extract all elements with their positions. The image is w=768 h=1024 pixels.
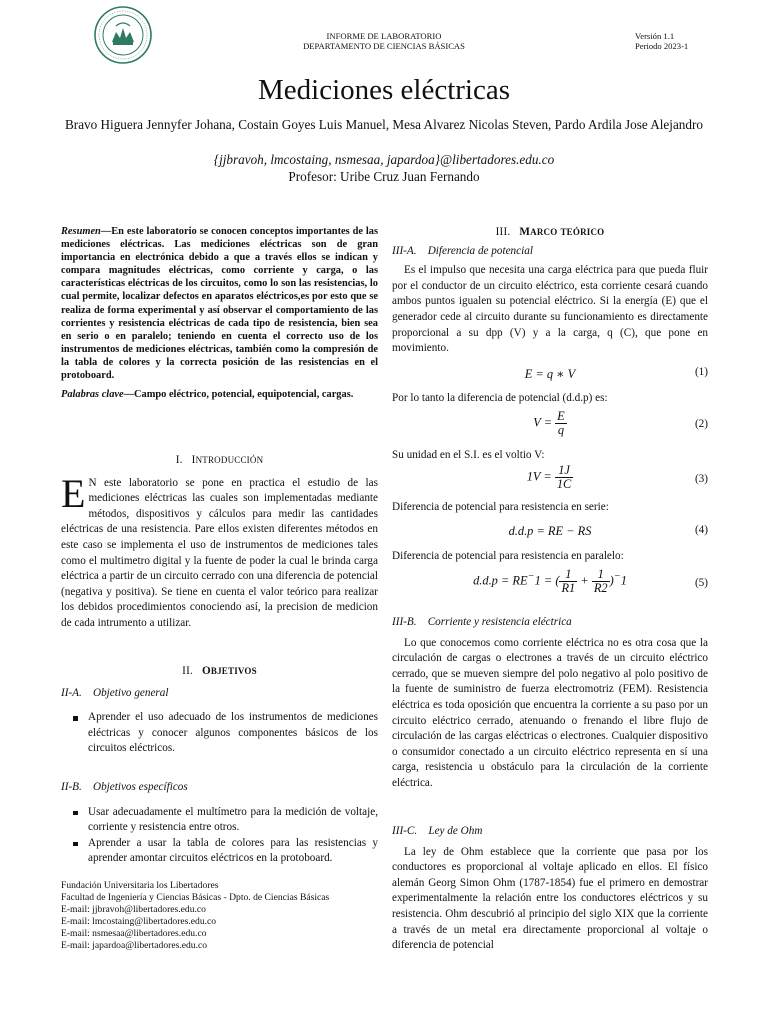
report-header	[250, 31, 518, 51]
marco-heading: III. MARCO TEÓRICO	[495, 226, 605, 238]
author-emails	[0, 151, 768, 169]
university-logo	[94, 6, 152, 64]
intro-text: N este laboratorio se pone en practica el estudio de las mediciones eléctricas las cuales son implementadas mediante métodos, dispositivos y cálculos para medir las cantidades eléctricas de una resistencia. Pare ellos existen diferentes métodos en este caso se implementa el uso de instrumentos de mediciones tales como el multimetro digital y la fuente de poder la cual le brinda carga eléctrica a partir de un circuito cerrado con una diferencia de potencial (negativa y positiva). Se tiene en cuenta el valor teórico para realizar los debidos procedimientos conociendo así, la precision de medicion de cada intrumento a utilizar.	[61, 476, 378, 629]
intro-section	[61, 453, 378, 632]
list-item: Usar adecuadamente el multímetro para la medición de voltaje, corriente y resistencia entre otros.	[61, 805, 378, 836]
equation-1: E = q ∗ V (1)	[524, 366, 708, 381]
drop-cap: E	[61, 470, 86, 516]
professor: Profesor: Uribe Cruz Juan Fernando	[288, 169, 480, 184]
report-type: INFORME DE LABORATORIO	[326, 31, 442, 41]
equation-2: V = $\frac{E}{q}$ (2)	[533, 409, 708, 437]
keywords-text: —Campo eléctrico, potencial, equipotencial, cargas.	[123, 389, 354, 401]
abstract-label: Resumen	[61, 226, 101, 237]
subsection-a-heading: III-A. Diferencia de potencial	[392, 244, 533, 257]
specific-objectives-heading: II-B. Objetivos específicos	[61, 780, 188, 793]
eq2-intro: Por lo tanto la diferencia de potencial (d.d.p) es:	[392, 392, 608, 404]
abstract	[61, 225, 378, 382]
keywords-label: Palabras clave	[61, 389, 124, 401]
department: DEPARTAMENTO DE CIENCIAS BÁSICAS	[303, 41, 465, 51]
equation-3: 1V = $\frac{1J}{1C}$ (3)	[526, 463, 708, 491]
equation-4: d.d.p = RE − RS (4)	[508, 524, 708, 538]
list-item: Aprender el uso adecuado de los instrumentos de mediciones eléctricas y conocer algunos componentes básicos de los circuitos eléctricos.	[61, 710, 378, 757]
general-objective-heading: II-A. Objetivo general	[61, 686, 169, 699]
paragraph-c: La ley de Ohm establece que la corriente que pasa por los conductores es proporcional al voltaje aplicado en ellos. El físico alemán Georg Simon Ohm (1787-1854) fue el primero en demostrar experimentalmente la relación entre los conductores eléctricos y su resistencia. Ohm descubrió al principio del siglo XIX que la corriente a través de un metal era directamente proporcional al voltaje o diferencia de potencial	[392, 845, 708, 952]
general-objectives-list	[61, 710, 378, 757]
keywords	[61, 388, 378, 401]
list-item: Aprender a usar la tabla de colores para las resistencias y aprender amontar circuitos eléctricos en la protoboard.	[61, 836, 378, 867]
subsection-b	[392, 615, 708, 792]
emails-text: {jjbravoh, lmcostaing, nsmesaa, japardoa}@libertadores.edu.co	[213, 152, 555, 167]
specific-objectives-list	[61, 805, 378, 867]
subsection-b-heading: III-B. Corriente y resistencia eléctrica	[392, 616, 572, 628]
footnote: Fundación Universitaria los Libertadores Facultad de Ingeniería y Ciencias Básicas - Dpto. de Ciencias Básicas E-mail: jjbravoh@libertadores.edu.co E-mail: lmcostaing@libertadores.edu.co E-mail: nsmesaa@libertadores.edu.co E-mail: japardoa@libertadores.edu.co	[61, 880, 330, 951]
eq4-intro: Diferencia de potencial para resistencia en serie:	[392, 501, 609, 513]
subsection-c-heading: III-C. Ley de Ohm	[392, 825, 483, 837]
abstract-block	[61, 225, 378, 401]
objectives-heading: II. OBJETIVOS	[182, 665, 257, 677]
intro-heading: I. INTRODUCCIÓN	[175, 454, 264, 466]
objectives-section	[61, 664, 378, 867]
version-info	[635, 31, 688, 51]
period: Periodo 2023-1	[635, 41, 689, 51]
equation-5: d.d.p = RE−1 = ( $\frac{1}{R1}$ + $\frac{1}{R2}$ )−1 (5)	[473, 567, 708, 595]
paper-title: Mediciones eléctricas	[257, 74, 511, 106]
subsection-c	[392, 824, 708, 954]
version: Versión 1.1	[635, 31, 675, 41]
abstract-text: —En este laboratorio se conocen conceptos importantes de las mediciones eléctricas. Las mediciones eléctricas son de gran importancia en electrónica debido a que a través ellos se indican y compara magnitudes eléctricas, como corriente y carga, o las características eléctricas de los circuitos, como lo son las resistencias, lo cual permite, localizar defectos en aparatos eléctricos,es por esto que se realiza de forma experimental y así observar el comportamiento de las corrientes y resistencia eléctricas de cada tipo de resistencia, bien sea en serio o en paralelo; teniendo en cuenta el correcto uso de los instrumentos de mediciones eléctricas, también como la compresión de la tabla de colores y la correcta posición de las resistencias en el protoboard.	[61, 226, 378, 382]
eq3-intro: Su unidad en el S.I. es el voltio V:	[392, 449, 545, 461]
authors: Bravo Higuera Jennyfer Johana, Costain Goyes Luis Manuel, Mesa Alvarez Nicolas Steven, Pardo Ardila Jose Alejandro	[65, 117, 703, 132]
marco-section	[392, 225, 708, 357]
paragraph-a: Es el impulso que necesita una carga eléctrica para que pueda fluir por el conductor de un circuito eléctrico, esta corriente cesará cuando ambos puntos igualen su potencial eléctrico. Si la energía (E) que el generador cede al circuito durante su funcionamiento es directamente proporcional a su dpp (V) y a la carga, q (C), que pone en movimiento.	[392, 264, 708, 355]
intro-paragraph	[61, 470, 378, 632]
seal-icon	[94, 6, 152, 64]
eq5-intro: Diferencia de potencial para resistencia en paralelo:	[392, 550, 624, 562]
paragraph-b: Lo que conocemos como corriente eléctrica no es otra cosa que la circulación de cargas o electrones a través de un circuito eléctrico cerrado, que se mueven siempre del polo negativo al polo positivo de la fuente de suministro de fuerza electromotriz (FEM). Resistencia eléctrica es toda oposición que encuentra la corriente a su paso por un circuito eléctrico cerrado, atenuando o frenando el libre flujo de circulación de las cargas eléctricas o electrones. Cualquier dispositivo o consumidor conectado a un circuito eléctrico representa en sí una carga, resistencia u obstáculo para la circulación de la corriente eléctrica.	[392, 636, 708, 789]
